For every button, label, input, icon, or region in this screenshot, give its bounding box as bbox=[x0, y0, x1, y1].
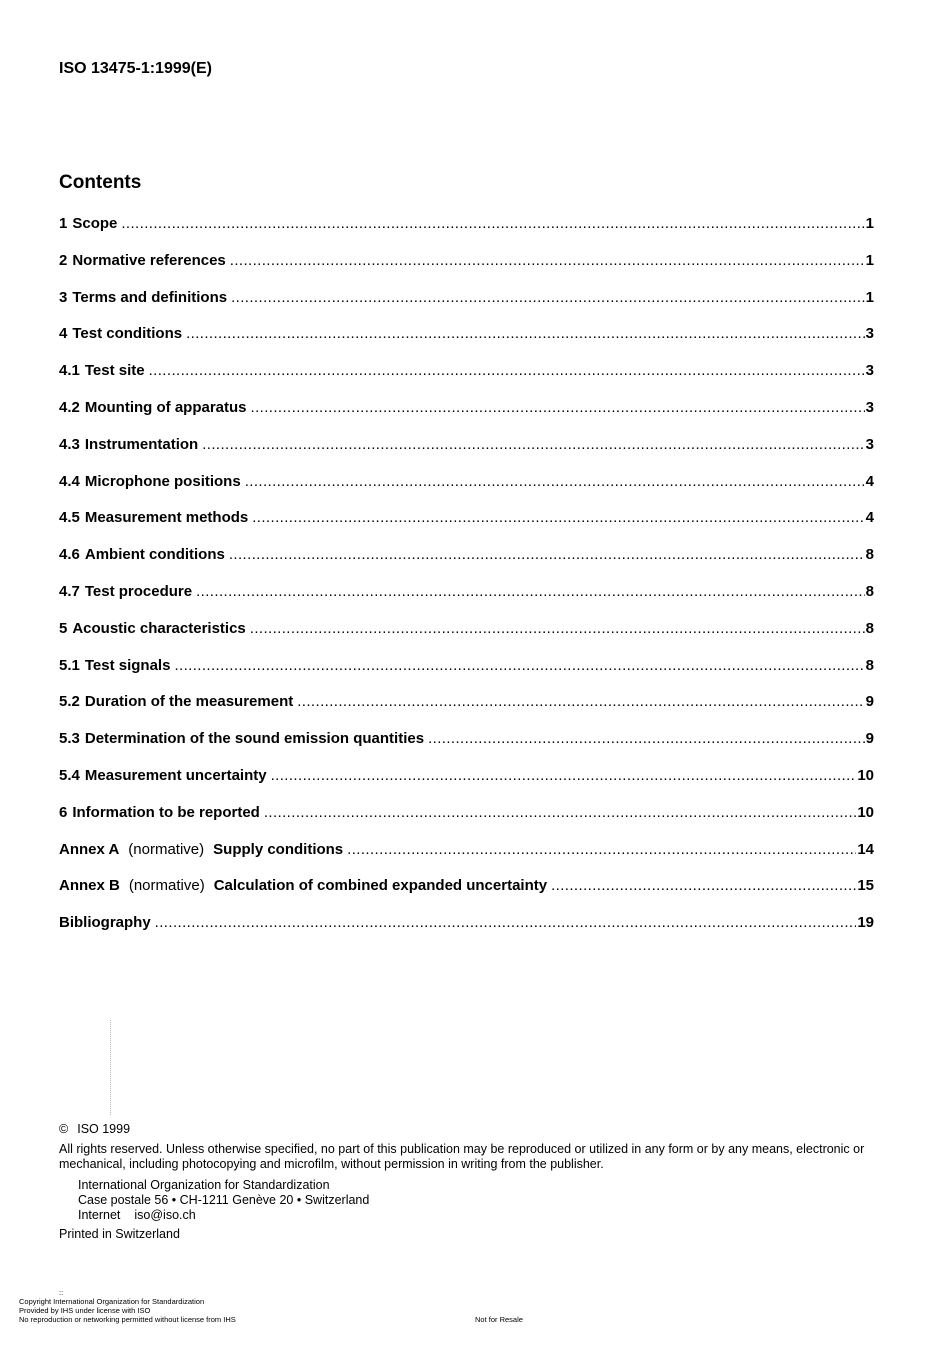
toc-title: Scope bbox=[72, 215, 118, 232]
toc-title: Acoustic characteristics bbox=[72, 619, 246, 637]
toc-entry-instrumentation[interactable] bbox=[59, 435, 874, 472]
footer-line-2: Provided by IHS under license with ISO bbox=[19, 1306, 151, 1315]
toc-page: 1 bbox=[865, 215, 874, 232]
toc-entry-test-site[interactable] bbox=[59, 361, 874, 398]
toc-page: 3 bbox=[865, 362, 874, 380]
toc-number: 4 bbox=[59, 325, 68, 343]
toc-title: Duration of the measurement bbox=[84, 693, 294, 711]
copyright-year: ISO 1999 bbox=[77, 1122, 131, 1136]
toc-page: 8 bbox=[865, 582, 874, 600]
toc-number: 4.1 bbox=[59, 362, 80, 380]
toc-title: Normative references bbox=[72, 251, 226, 269]
toc-page: 1 bbox=[865, 251, 874, 269]
toc-title: Bibliography bbox=[59, 914, 151, 932]
toc-page: 3 bbox=[865, 435, 874, 453]
toc-leader bbox=[202, 435, 864, 455]
toc-page: 3 bbox=[865, 398, 874, 416]
toc-entry-ambient-conditions[interactable] bbox=[59, 545, 874, 582]
table-of-contents bbox=[59, 214, 874, 950]
toc-number: 5.4 bbox=[59, 766, 80, 784]
toc-number: 2 bbox=[59, 251, 68, 269]
toc-entry-microphone-positions[interactable] bbox=[59, 472, 874, 509]
footer-mark: :: bbox=[59, 1288, 64, 1297]
rights-statement: All rights reserved. Unless otherwise specified, no part of this publication may be reproduced or utilized in any form or by any means, electronic or mechanical, including photocopying and microfilm, without permission in writing from the publisher. bbox=[59, 1142, 865, 1171]
toc-number: 4.6 bbox=[59, 546, 80, 564]
toc-entry-mounting-of-apparatus[interactable] bbox=[59, 398, 874, 435]
toc-leader bbox=[347, 840, 856, 860]
toc-leader bbox=[297, 692, 864, 712]
toc-entry-bibliography[interactable] bbox=[59, 913, 874, 950]
toc-leader bbox=[271, 766, 857, 786]
printed-in: Printed in Switzerland bbox=[59, 1227, 180, 1241]
toc-entry-test-procedure[interactable] bbox=[59, 582, 874, 619]
toc-leader bbox=[174, 656, 864, 676]
toc-entry-annex-b[interactable] bbox=[59, 876, 874, 913]
toc-leader bbox=[231, 288, 865, 308]
toc-entry-normative-references[interactable] bbox=[59, 251, 874, 288]
toc-entry-measurement-methods[interactable] bbox=[59, 508, 874, 545]
toc-page: 3 bbox=[865, 325, 874, 343]
toc-title: Test site bbox=[84, 362, 145, 380]
not-for-resale: Not for Resale bbox=[475, 1315, 523, 1324]
toc-number: 5.3 bbox=[59, 730, 80, 748]
toc-page: 8 bbox=[865, 546, 874, 564]
footer-line-1: Copyright International Organization for Standardization bbox=[19, 1297, 205, 1306]
toc-annex-note: (normative) bbox=[128, 877, 205, 895]
toc-leader bbox=[245, 472, 865, 492]
scan-speckle-divider bbox=[110, 1020, 113, 1115]
toc-page: 9 bbox=[865, 693, 874, 711]
toc-leader bbox=[251, 398, 865, 418]
toc-title: Measurement uncertainty bbox=[84, 766, 267, 784]
toc-entry-annex-a[interactable] bbox=[59, 840, 874, 877]
toc-page: 19 bbox=[857, 914, 874, 932]
toc-page: 14 bbox=[857, 840, 874, 858]
toc-entry-test-signals[interactable] bbox=[59, 656, 874, 693]
toc-number: 4.7 bbox=[59, 582, 80, 600]
toc-leader bbox=[230, 251, 865, 271]
toc-number: 4.4 bbox=[59, 472, 80, 490]
toc-entry-sound-emission-quantities[interactable] bbox=[59, 729, 874, 766]
toc-entry-scope[interactable] bbox=[59, 214, 874, 251]
document-id: ISO 13475-1:1999(E) bbox=[59, 60, 212, 77]
toc-number: 5 bbox=[59, 619, 68, 637]
toc-leader bbox=[250, 619, 865, 639]
toc-title: Mounting of apparatus bbox=[84, 398, 247, 416]
toc-leader bbox=[155, 913, 857, 933]
toc-number: 5.1 bbox=[59, 656, 80, 674]
toc-annex-label: Annex A bbox=[59, 840, 120, 858]
footer-line-3: No reproduction or networking permitted without license from IHS bbox=[19, 1315, 236, 1324]
toc-title: Instrumentation bbox=[84, 435, 199, 453]
toc-leader bbox=[196, 582, 865, 602]
toc-title: Test conditions bbox=[72, 325, 183, 343]
copyright-line bbox=[59, 1122, 130, 1136]
toc-leader bbox=[149, 361, 865, 381]
toc-number: 3 bbox=[59, 288, 68, 306]
publisher-address bbox=[78, 1178, 369, 1223]
toc-title: Calculation of combined expanded uncertainty bbox=[213, 877, 548, 895]
toc-leader bbox=[264, 803, 856, 823]
toc-title: Microphone positions bbox=[84, 472, 241, 490]
toc-annex-label: Annex B bbox=[59, 877, 120, 895]
contents-heading: Contents bbox=[59, 172, 142, 193]
toc-entry-acoustic-characteristics[interactable] bbox=[59, 619, 874, 656]
toc-number: 4.5 bbox=[59, 509, 80, 527]
internet-email-link[interactable]: iso@iso.ch bbox=[134, 1208, 196, 1222]
toc-page: 10 bbox=[857, 803, 874, 821]
toc-leader bbox=[186, 324, 865, 344]
publisher-org: International Organization for Standardization bbox=[78, 1178, 330, 1192]
toc-page: 10 bbox=[857, 766, 874, 784]
toc-page: 9 bbox=[865, 730, 874, 748]
toc-title: Test signals bbox=[84, 656, 171, 674]
toc-number: 4.2 bbox=[59, 398, 80, 416]
toc-leader bbox=[551, 876, 856, 896]
publisher-internet bbox=[78, 1208, 369, 1223]
toc-page: 1 bbox=[865, 288, 874, 306]
toc-leader bbox=[229, 545, 865, 565]
toc-entry-test-conditions[interactable] bbox=[59, 324, 874, 361]
toc-number: 4.3 bbox=[59, 435, 80, 453]
toc-page: 4 bbox=[865, 472, 874, 490]
toc-page: 15 bbox=[857, 877, 874, 895]
toc-title: Information to be reported bbox=[72, 803, 260, 821]
toc-title: Terms and definitions bbox=[72, 288, 228, 306]
toc-page: 4 bbox=[865, 509, 874, 527]
toc-title: Determination of the sound emission quantities bbox=[84, 730, 425, 748]
toc-leader bbox=[428, 729, 865, 749]
toc-page: 8 bbox=[865, 619, 874, 637]
toc-title: Test procedure bbox=[84, 582, 193, 600]
publisher-postal: Case postale 56 • CH-1211 Genève 20 • Switzerland bbox=[78, 1193, 370, 1207]
toc-entry-measurement-uncertainty[interactable] bbox=[59, 766, 874, 803]
toc-title: Measurement methods bbox=[84, 509, 249, 527]
toc-entry-duration-of-measurement[interactable] bbox=[59, 692, 874, 729]
toc-entry-information-to-be-reported[interactable] bbox=[59, 803, 874, 840]
toc-title: Supply conditions bbox=[213, 840, 344, 858]
toc-leader bbox=[121, 214, 864, 234]
internet-label: Internet bbox=[78, 1208, 121, 1222]
toc-number: 1 bbox=[59, 215, 68, 232]
toc-leader bbox=[252, 508, 864, 528]
toc-annex-note: (normative) bbox=[128, 840, 205, 858]
license-footer bbox=[19, 1288, 236, 1324]
toc-page: 8 bbox=[865, 656, 874, 674]
toc-entry-terms-and-definitions[interactable] bbox=[59, 288, 874, 325]
toc-number: 5.2 bbox=[59, 693, 80, 711]
toc-title: Ambient conditions bbox=[84, 546, 225, 564]
toc-number: 6 bbox=[59, 803, 68, 821]
copyright-icon: © bbox=[59, 1122, 69, 1136]
